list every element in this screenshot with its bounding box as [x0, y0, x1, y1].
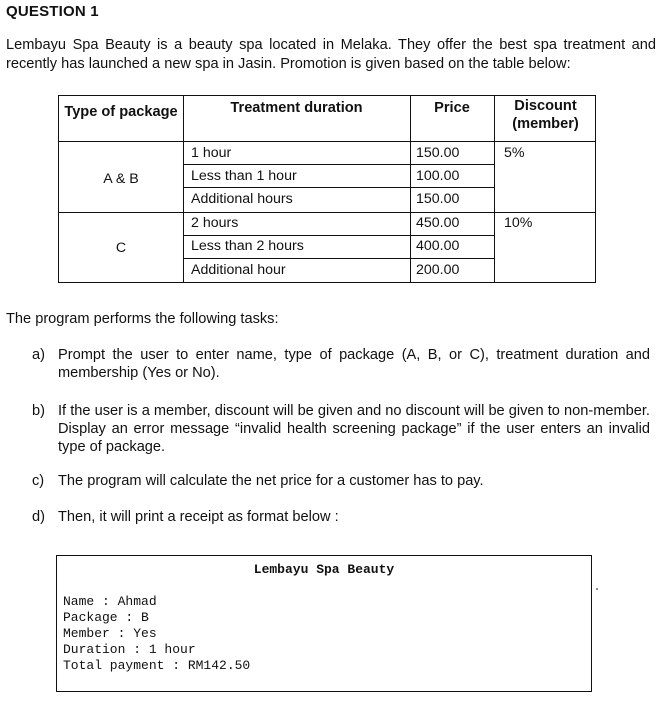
tasks-intro: The program performs the following tasks:: [6, 311, 279, 327]
scan-speck: [596, 588, 598, 590]
task-item: [32, 402, 650, 456]
task-text: Then, it will print a receipt as format below :: [58, 509, 339, 525]
task-label: c): [32, 473, 45, 489]
receipt-line: Total payment : RM142.50: [63, 658, 251, 673]
task-label: d): [32, 509, 45, 525]
task-text: Prompt the user to enter name, type of package (A, B, or C), treatment duration and membership (Yes or No).: [58, 347, 650, 381]
question-title: QUESTION 1: [6, 3, 99, 20]
header-treatment-duration: Treatment duration: [230, 100, 363, 116]
task-text: If the user is a member, discount will be given and no discount will be given to non-member. Display an error message “invalid health screening package” if the user enters an invalid type of package.: [58, 403, 650, 455]
task-text: The program will calculate the net price for a customer has to pay.: [58, 473, 484, 489]
table-divider: [183, 164, 495, 165]
discount-value: 5%: [504, 145, 525, 161]
price-cell: 150.00: [416, 191, 460, 207]
header-type-of-package: Type of package: [64, 104, 178, 120]
duration-cell: Additional hours: [191, 191, 293, 207]
pricing-table: [58, 95, 596, 283]
duration-cell: Additional hour: [191, 262, 286, 278]
price-cell: 150.00: [416, 145, 460, 161]
package-name: A & B: [103, 171, 139, 187]
package-name: C: [115, 240, 127, 256]
price-cell: 400.00: [416, 238, 460, 254]
task-item: [32, 346, 650, 382]
receipt-box: [56, 555, 592, 692]
price-cell: 100.00: [416, 168, 460, 184]
table-divider: [410, 96, 411, 282]
task-item: [32, 508, 650, 526]
table-divider: [183, 235, 495, 236]
task-label: b): [32, 403, 45, 419]
table-divider: [183, 96, 184, 282]
task-label: a): [32, 347, 45, 363]
table-divider: [59, 141, 595, 142]
receipt-line: Duration : 1 hour: [63, 642, 196, 657]
receipt-line: Name : Ahmad: [63, 594, 157, 609]
header-discount: Discount (member): [512, 98, 579, 132]
intro-paragraph: Lembayu Spa Beauty is a beauty spa located in Melaka. They offer the best spa treatment and recently has launched a new spa in Jasin. Promotion is given based on the table below:: [6, 37, 656, 72]
receipt-line: Member : Yes: [63, 626, 157, 641]
price-cell: 200.00: [416, 262, 460, 278]
receipt-line: Package : B: [63, 610, 149, 625]
price-cell: 450.00: [416, 215, 460, 231]
duration-cell: Less than 2 hours: [191, 238, 304, 254]
duration-cell: Less than 1 hour: [191, 168, 297, 184]
duration-cell: 2 hours: [191, 215, 239, 231]
discount-value: 10%: [504, 215, 533, 231]
header-price: Price: [434, 100, 470, 116]
duration-cell: 1 hour: [191, 145, 232, 161]
table-divider: [59, 212, 595, 213]
table-divider: [183, 187, 495, 188]
task-item: [32, 472, 650, 490]
table-divider: [183, 258, 495, 259]
receipt-title: Lembayu Spa Beauty: [253, 562, 395, 577]
